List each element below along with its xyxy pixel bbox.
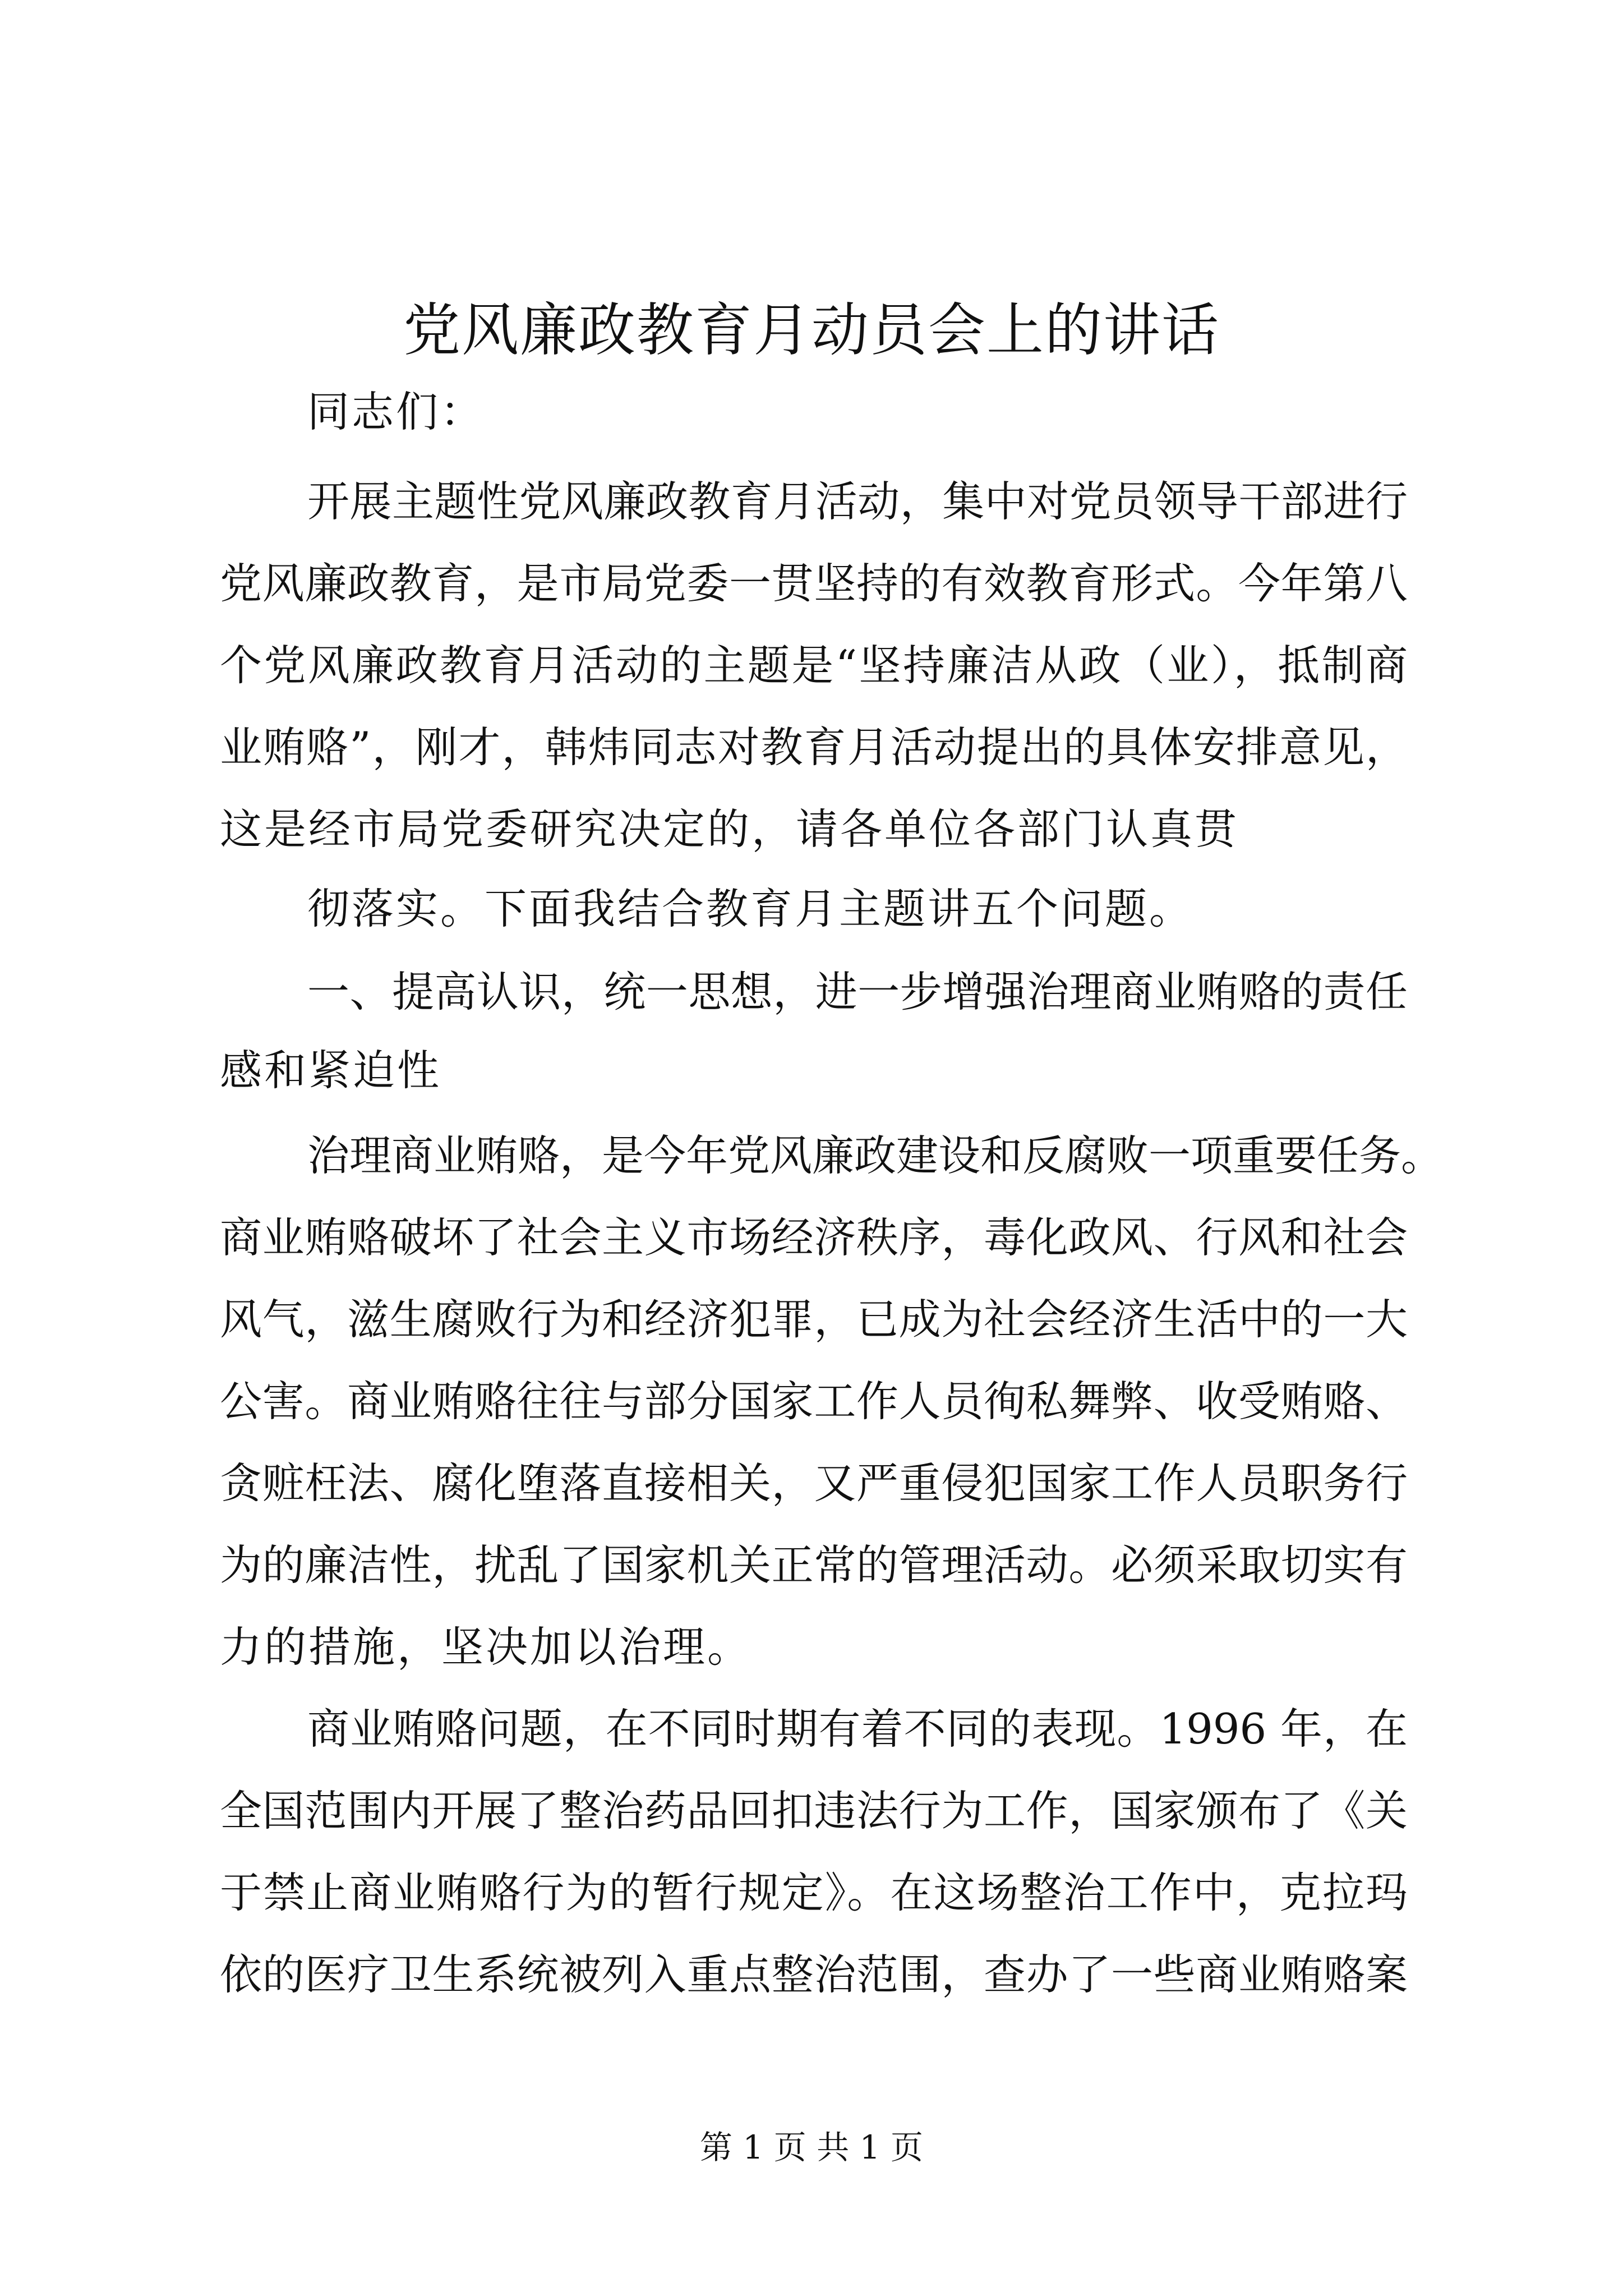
paragraph-line: 这是经市局党委研究决定的，请各单位各部门认真贯: [220, 804, 1239, 854]
section-heading-line: 感和紧迫性: [220, 1046, 442, 1095]
paragraph-line: 商业贿赂破坏了社会主义市场经济秩序，毒化政风、行风和社会: [220, 1213, 1408, 1262]
salutation-line: 同志们：: [307, 387, 485, 436]
paragraph-line: 商业贿赂问题，在不同时期有着不同的表现。1996 年，在: [307, 1704, 1408, 1754]
paragraph-line: 全国范围内开展了整治药品回扣违法行为工作，国家颁布了《关: [220, 1786, 1408, 1835]
paragraph-line: 于禁止商业贿赂行为的暂行规定》。在这场整治工作中，克拉玛: [220, 1868, 1408, 1917]
paragraph-line: 贪赃枉法、腐化堕落直接相关，又严重侵犯国家工作人员职务行: [220, 1458, 1408, 1508]
paragraph-line: 党风廉政教育，是市局党委一贯坚持的有效教育形式。今年第八: [220, 559, 1408, 608]
paragraph-line: 治理商业贿赂，是今年党风廉政建设和反腐败一项重要任务。: [307, 1131, 1444, 1180]
page-footer: 第 1 页 共 1 页: [700, 2128, 923, 2166]
paragraph-line: 彻落实。下面我结合教育月主题讲五个问题。: [307, 884, 1194, 933]
document-title: 党风廉政教育月动员会上的讲话: [403, 297, 1220, 364]
paragraph-line: 依的医疗卫生系统被列入重点整治范围，查办了一些商业贿赂案: [220, 1950, 1408, 1999]
paragraph-line: 公害。商业贿赂往往与部分国家工作人员徇私舞弊、收受贿赂、: [220, 1377, 1408, 1426]
paragraph-line: 为的廉洁性，扰乱了国家机关正常的管理活动。必须采取切实有: [220, 1540, 1408, 1590]
paragraph-line: 开展主题性党风廉政教育月活动，集中对党员领导干部进行: [307, 477, 1408, 526]
paragraph-line: 个党风廉政教育月活动的主题是“坚持廉洁从政（业），抵制商: [220, 641, 1408, 690]
paragraph-line: 业贿赂”，刚才，韩炜同志对教育月活动提出的具体安排意见，: [220, 723, 1408, 772]
paragraph-line: 风气，滋生腐败行为和经济犯罪，已成为社会经济生活中的一大: [220, 1295, 1408, 1344]
section-heading-line: 一、提高认识，统一思想，进一步增强治理商业贿赂的责任: [307, 967, 1408, 1016]
paragraph-line: 力的措施，坚决加以治理。: [220, 1622, 752, 1672]
